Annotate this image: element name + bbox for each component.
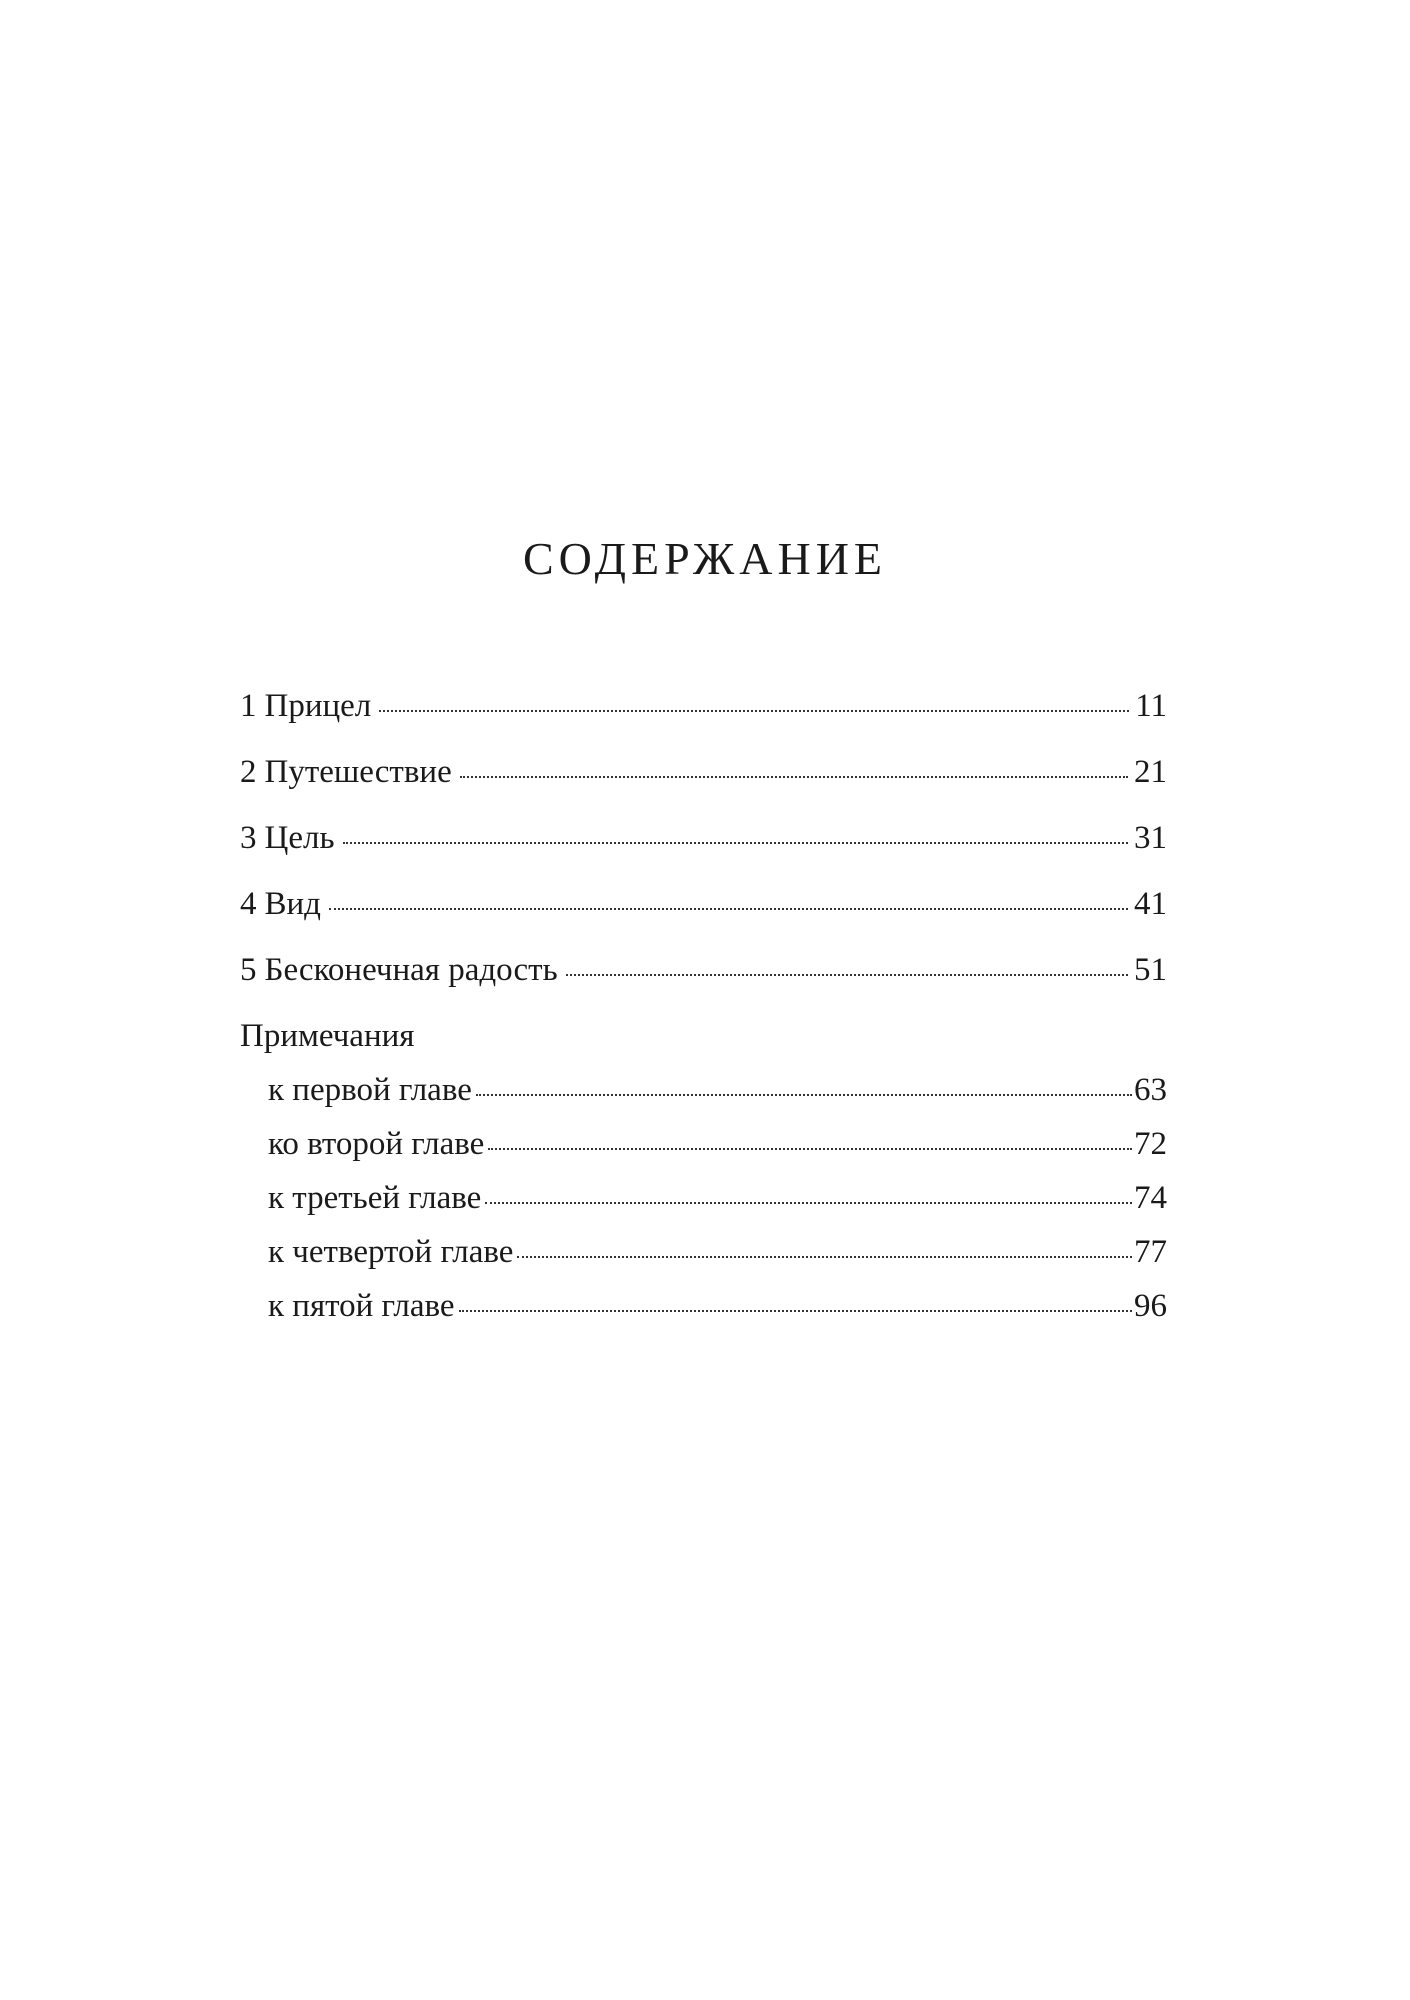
dot-leader bbox=[476, 1094, 1132, 1096]
notes-title: к четвертой главе bbox=[268, 1234, 514, 1270]
toc-entry-chapter-2[interactable] bbox=[240, 756, 1167, 789]
toc-entry-notes-5[interactable] bbox=[268, 1290, 1167, 1323]
page-number: 96 bbox=[1134, 1288, 1167, 1324]
page-title: СОДЕРЖАНИЕ bbox=[522, 533, 888, 584]
toc-entry-notes-2[interactable] bbox=[268, 1128, 1167, 1161]
notes-title: к пятой главе bbox=[268, 1288, 455, 1324]
dot-leader bbox=[459, 1310, 1132, 1312]
page-number: 63 bbox=[1134, 1072, 1167, 1108]
toc-entry-notes-4[interactable] bbox=[268, 1236, 1167, 1269]
chapter-number: 4 bbox=[240, 886, 257, 922]
toc-entry-chapter-5[interactable] bbox=[240, 954, 1167, 987]
chapter-number: 5 bbox=[240, 952, 257, 988]
chapter-title: Бесконечная радость bbox=[264, 952, 558, 988]
page-number: 11 bbox=[1135, 688, 1167, 724]
chapter-number: 3 bbox=[240, 820, 257, 856]
page-number: 41 bbox=[1134, 886, 1167, 922]
page-number: 74 bbox=[1134, 1180, 1167, 1216]
page-number: 21 bbox=[1134, 754, 1167, 790]
toc-entry-notes-3[interactable] bbox=[268, 1182, 1167, 1215]
notes-heading: Примечания bbox=[240, 1018, 415, 1054]
notes-title: ко второй главе bbox=[268, 1126, 485, 1162]
dot-leader bbox=[566, 974, 1128, 976]
dot-leader bbox=[460, 776, 1128, 778]
page-number: 31 bbox=[1134, 820, 1167, 856]
dot-leader bbox=[379, 710, 1129, 712]
toc-entry-chapter-3[interactable] bbox=[240, 822, 1167, 855]
dot-leader bbox=[343, 842, 1129, 844]
notes-title: к первой главе bbox=[268, 1072, 472, 1108]
chapter-title: Путешествие bbox=[264, 754, 452, 790]
chapter-number: 1 bbox=[240, 688, 257, 724]
notes-title: к третьей главе bbox=[268, 1180, 482, 1216]
page-number: 77 bbox=[1134, 1234, 1167, 1270]
chapter-number: 2 bbox=[240, 754, 257, 790]
toc-entry-notes-1[interactable] bbox=[268, 1074, 1167, 1107]
page-number: 51 bbox=[1134, 952, 1167, 988]
toc-entry-chapter-1[interactable] bbox=[240, 690, 1167, 723]
toc-entry-chapter-4[interactable] bbox=[240, 888, 1167, 921]
dot-leader bbox=[485, 1202, 1132, 1204]
chapter-title: Вид bbox=[264, 886, 321, 922]
dot-leader bbox=[488, 1148, 1132, 1150]
chapter-title: Прицел bbox=[264, 688, 372, 724]
page-number: 72 bbox=[1134, 1126, 1167, 1162]
chapter-title: Цель bbox=[264, 820, 335, 856]
dot-leader bbox=[517, 1256, 1132, 1258]
dot-leader bbox=[329, 908, 1128, 910]
